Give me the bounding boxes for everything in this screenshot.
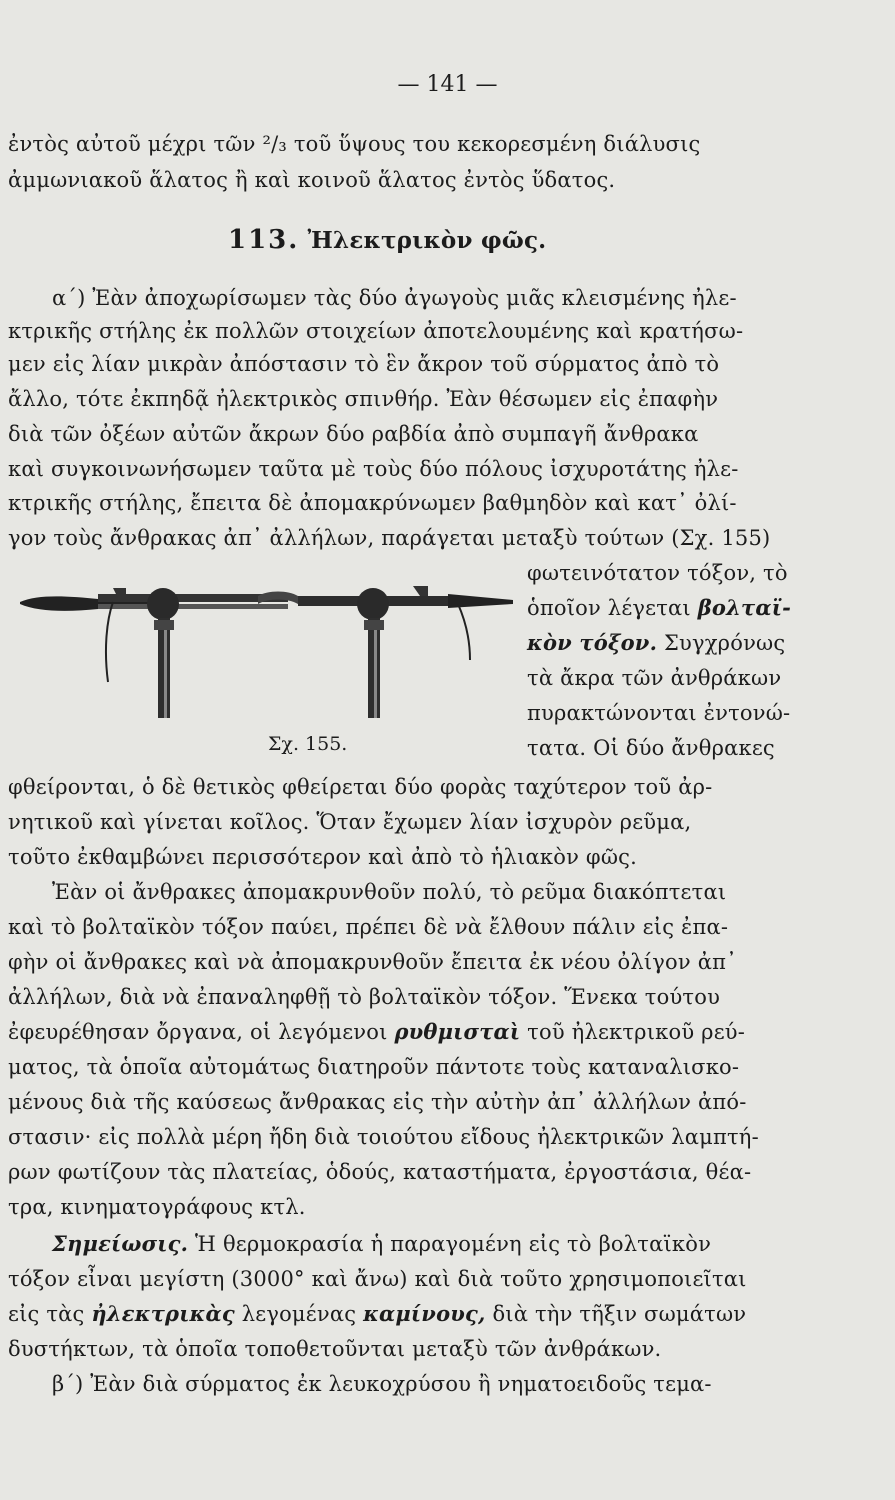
term-voltaic: βολταϊ-: [697, 595, 791, 620]
text-line: ρων φωτίζουν τὰς πλατείας, ὁδούς, καταστήματα, ἐργοστάσια, θέα-: [8, 1160, 752, 1184]
text-line: καὶ τὸ βολταϊκὸν τόξον παύει, πρέπει δὲ νὰ ἔλθουν πάλιν εἰς ἐπα-: [8, 915, 729, 939]
text-line: φωτεινότατον τόξον, τὸ: [527, 561, 788, 585]
text-line: φὴν οἱ ἄνθρακες καὶ νὰ ἀπομακρυνθοῦν ἔπειτα ἐκ νέου ὀλίγον ἀπ᾽: [8, 950, 737, 974]
term-voltaic-arc: κὸν τόξον.: [527, 630, 658, 655]
text-line: ἐντὸς αὐτοῦ μέχρι τῶν ²/₃ τοῦ ὕψους του κεκορεσμένη διάλυσις: [8, 132, 701, 156]
text-line: μεν εἰς λίαν μικρὰν ἀπόστασιν τὸ ἓν ἄκρον τοῦ σύρματος ἀπὸ τὸ: [8, 352, 720, 376]
text-line: κὸν τόξον. Συγχρόνως: [527, 630, 786, 655]
page-number: — 141 —: [397, 72, 498, 97]
text-line: γον τοὺς ἄνθρακας ἀπ᾽ ἀλλήλων, παράγεται μεταξὺ τούτων (Σχ. 155): [8, 526, 771, 550]
text-line: εἰς τὰς ἠλεκτρικὰς λεγομένας καμίνους, διὰ τὴν τῆξιν σωμάτων: [8, 1301, 747, 1326]
text-line: ματος, τὰ ὁποῖα αὐτομάτως διατηροῦν πάντοτε τοὺς καταναλισκο-: [8, 1055, 740, 1079]
text-line: τρα, κινηματογράφους κτλ.: [8, 1195, 306, 1219]
text-line: τατα. Οἱ δύο ἄνθρακες: [527, 736, 775, 760]
text-line: Ἐὰν οἱ ἄνθρακες ἀπομακρυνθοῦν πολύ, τὸ ρεῦμα διακόπτεται: [52, 880, 727, 904]
text-line: τὰ ἄκρα τῶν ἀνθράκων: [527, 666, 782, 690]
text-line: μένους διὰ τῆς καύσεως ἄνθρακας εἰς τὴν αὐτὴν ἀπ᾽ ἀλλήλων ἀπό-: [8, 1090, 747, 1114]
text-line: νητικοῦ καὶ γίνεται κοῖλος. Ὅταν ἔχωμεν λίαν ἰσχυρὸν ρεῦμα,: [8, 810, 692, 834]
text-line: ἄλλο, τότε ἐκπηδᾷ ἠλεκτρικὸς σπινθήρ. Ἐὰν θέσωμεν εἰς ἐπαφὴν: [8, 387, 719, 411]
text-line: Σημείωσις. Ἡ θερμοκρασία ἡ παραγομένη εἰς τὸ βολταϊκὸν: [52, 1231, 712, 1256]
text-line: ἀλλήλων, διὰ νὰ ἐπαναληφθῇ τὸ βολταϊκὸν τόξον. Ἕνεκα τούτου: [8, 985, 721, 1009]
text-line: καὶ συγκοινωνήσωμεν ταῦτα μὲ τοὺς δύο πόλους ἰσχυροτάτης ἠλε-: [8, 457, 739, 481]
text-line: δυστήκτων, τὰ ὁποῖα τοποθετοῦνται μεταξὺ τῶν ἀνθράκων.: [8, 1337, 662, 1361]
text-line: ἀμμωνιακοῦ ἅλατος ἢ καὶ κοινοῦ ἅλατος ἐντὸς ὕδατος.: [8, 168, 616, 192]
term-regulators: ρυθμισταὶ: [394, 1019, 521, 1044]
text-line: στασιν· εἰς πολλὰ μέρη ἤδη διὰ τοιούτου εἴδους ἠλεκτρικῶν λαμπτή-: [8, 1125, 759, 1149]
arc-lamp-figure: [18, 582, 518, 732]
text-line: φθείρονται, ὁ δὲ θετικὸς φθείρεται δύο φορὰς ταχύτερον τοῦ ἀρ-: [8, 775, 713, 799]
section-heading: [228, 226, 546, 255]
text-line: πυρακτώνονται ἐντονώ-: [527, 701, 791, 725]
term-electric: ἠλεκτρικὰς: [91, 1301, 235, 1326]
note-label: Σημείωσις.: [52, 1231, 189, 1256]
text-line: κτρικῆς στήλης, ἔπειτα δὲ ἀπομακρύνωμεν βαθμηδὸν καὶ κατ᾽ ὀλί-: [8, 491, 737, 515]
text-line: ὁποῖον λέγεται βολταϊ-: [527, 595, 791, 620]
text-line: κτρικῆς στήλης ἐκ πολλῶν στοιχείων ἀποτελουμένης καὶ κρατήσω-: [8, 319, 744, 343]
section-number: 113.: [228, 225, 300, 255]
term-furnaces: καμίνους,: [363, 1301, 486, 1326]
text-line: τόξον εἶναι μεγίστη (3000° καὶ ἄνω) καὶ διὰ τοῦτο χρησιμοποιεῖται: [8, 1267, 747, 1291]
text-line: τοῦτο ἐκθαμβώνει περισσότερον καὶ ἀπὸ τὸ ἡλιακὸν φῶς.: [8, 845, 637, 869]
text-line: διὰ τῶν ὀξέων αὐτῶν ἄκρων δύο ραβδία ἀπὸ συμπαγῆ ἄνθρακα: [8, 422, 699, 446]
text-line: ἐφευρέθησαν ὄργανα, οἱ λεγόμενοι ρυθμισταὶ τοῦ ἠλεκτρικοῦ ρεύ-: [8, 1019, 746, 1044]
text-line: α΄) Ἐὰν ἀποχωρίσωμεν τὰς δύο ἀγωγοὺς μιᾶς κλεισμένης ἠλε-: [52, 286, 737, 310]
figure-caption: Σχ. 155.: [268, 733, 348, 755]
section-title: Ἠλεκτρικὸν φῶς.: [307, 227, 547, 254]
text-line: β΄) Ἐὰν διὰ σύρματος ἐκ λευκοχρύσου ἢ νηματοειδοῦς τεμα-: [52, 1372, 712, 1396]
